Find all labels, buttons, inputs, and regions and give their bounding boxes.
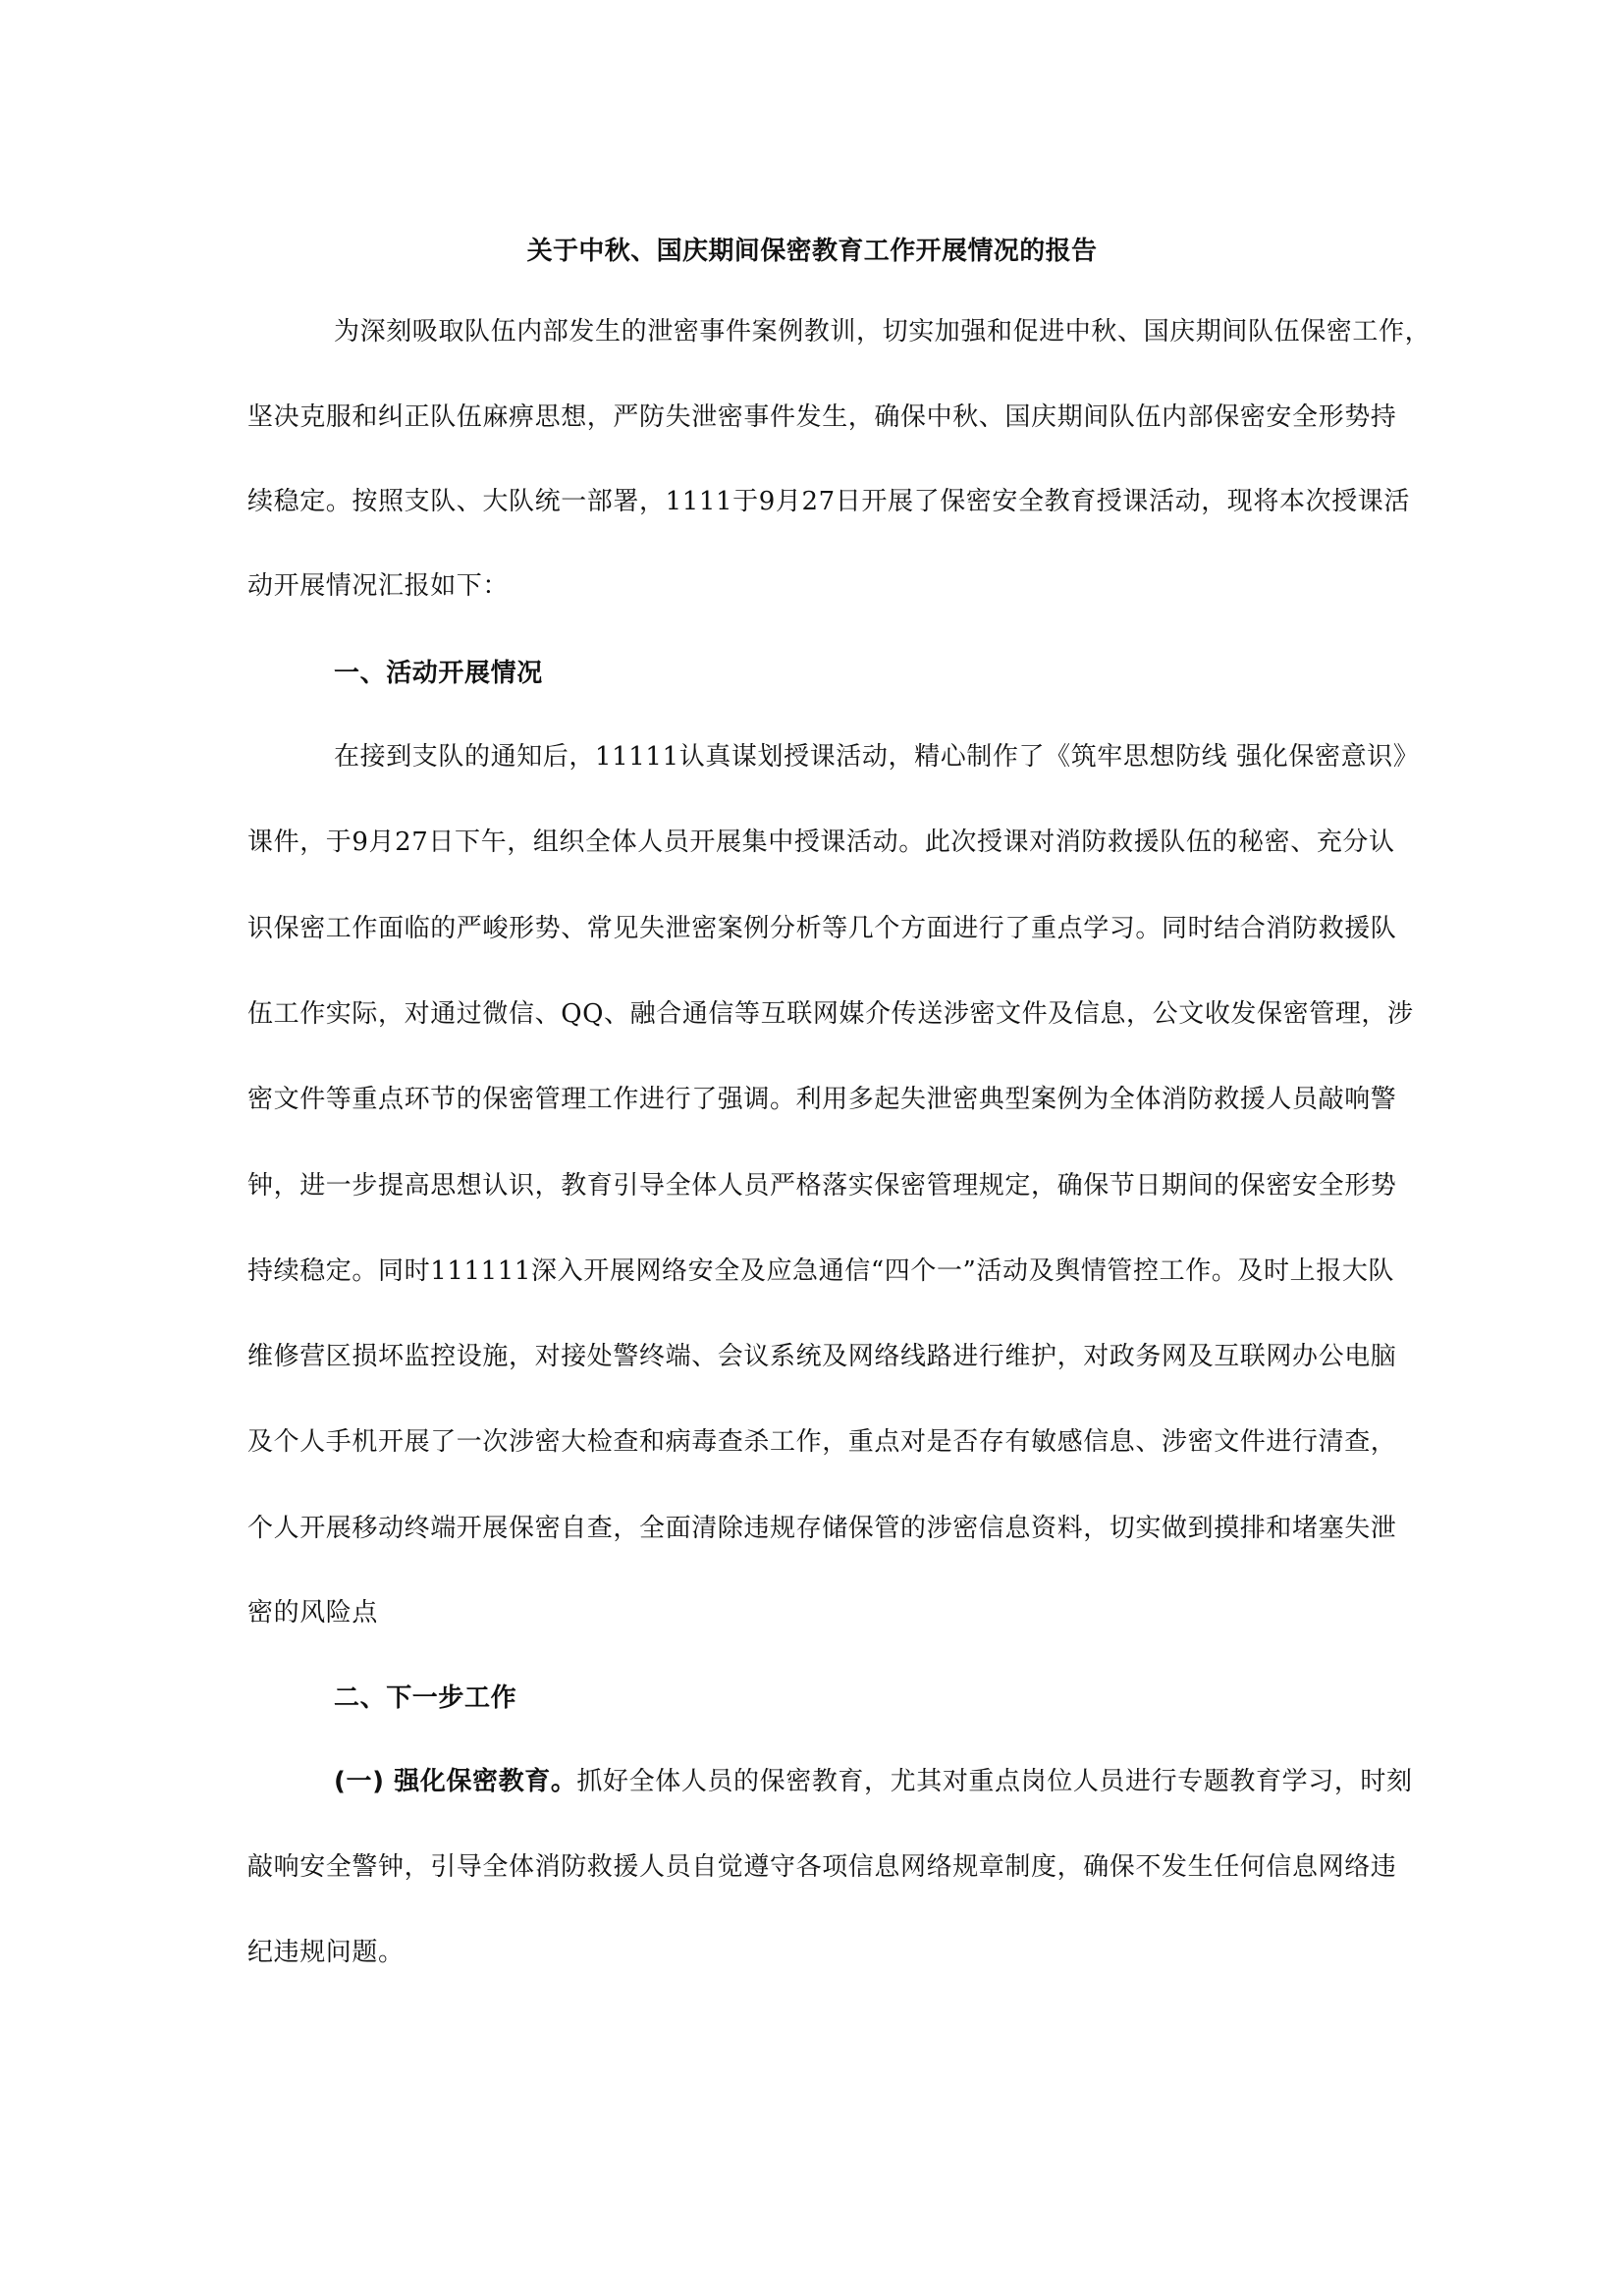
intro-line-1: 为深刻吸取队伍内部发生的泄密事件案例教训，切实加强和促进中秋、国庆期间队伍保密工作， (334, 317, 1432, 347)
section1-line-3: 识保密工作面临的严峻形势、常见失泄密案例分析等几个方面进行了重点学习。同时结合消防救援队 (247, 914, 1397, 943)
section1-line-7: 持续稳定。同时111111深入开展网络安全及应急通信“四个一”活动及舆情管控工作。及时上报大队 (247, 1256, 1395, 1286)
section1-line-2: 课件，于9月27日下午，组织全体人员开展集中授课活动。此次授课对消防救援队伍的秘密、充分认 (247, 828, 1395, 857)
document-title: 关于中秋、国庆期间保密教育工作开展情况的报告 (526, 237, 1098, 266)
section2-item1-line-3: 纪违规问题。 (247, 1938, 405, 1967)
section1-line-10: 个人开展移动终端开展保密自查，全面清除违规存储保管的涉密信息资料，切实做到摸排和堵塞失泄 (247, 1514, 1397, 1543)
section1-line-8: 维修营区损坏监控设施，对接处警终端、会议系统及网络线路进行维护，对政务网及互联网办公电脑 (247, 1342, 1397, 1371)
section2-item1-text: 抓好全体人员的保密教育，尤其对重点岗位人员进行专题教育学习，时刻 (576, 1767, 1413, 1796)
section2-item1-line-2: 敲响安全警钟，引导全体消防救援人员自觉遵守各项信息网络规章制度，确保不发生任何信息网络违 (247, 1852, 1397, 1882)
intro-line-2: 坚决克服和纠正队伍麻痹思想，严防失泄密事件发生，确保中秋、国庆期间队伍内部保密安全形势持 (247, 402, 1397, 432)
section1-line-5: 密文件等重点环节的保密管理工作进行了强调。利用多起失泄密典型案例为全体消防救援人员敲响警 (247, 1085, 1397, 1114)
section2-item1-line-1 (334, 1762, 1473, 1801)
section1-line-4: 伍工作实际，对通过微信、QQ、融合通信等互联网媒介传送涉密文件及信息，公文收发保密管理，涉 (247, 999, 1414, 1029)
section1-line-9: 及个人手机开展了一次涉密大检查和病毒查杀工作，重点对是否存有敏感信息、涉密文件进行清查， (247, 1427, 1397, 1457)
section1-line-1: 在接到支队的通知后，11111认真谋划授课活动，精心制作了《筑牢思想防线 强化保密意识》 (334, 742, 1420, 772)
intro-line-3: 续稳定。按照支队、大队统一部署，1111于9月27日开展了保密安全教育授课活动，现将本次授课活 (247, 487, 1410, 516)
section1-heading: 一、活动开展情况 (334, 659, 543, 688)
section2-item1-label: (一) 强化保密教育。 (334, 1767, 577, 1796)
section2-heading: 二、下一步工作 (334, 1683, 517, 1713)
section1-line-6: 钟，进一步提高思想认识，教育引导全体人员严格落实保密管理规定，确保节日期间的保密安全形势 (247, 1171, 1397, 1201)
section1-line-11: 密的风险点 (247, 1598, 379, 1628)
intro-line-4: 动开展情况汇报如下： (247, 571, 510, 601)
